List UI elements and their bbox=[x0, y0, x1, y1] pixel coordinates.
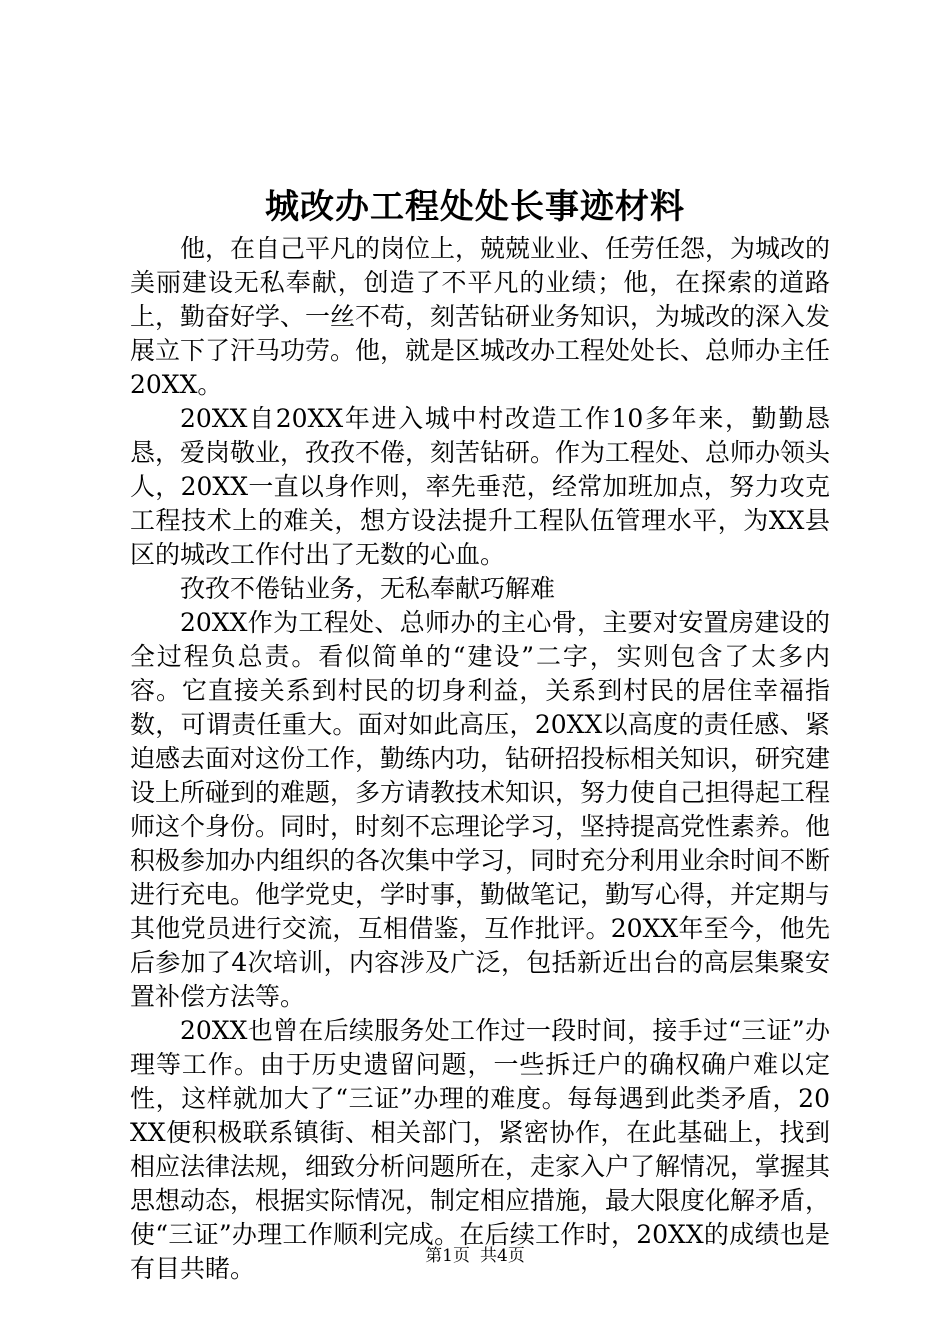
paragraph-1: 他，在自己平凡的岗位上，兢兢业业、任劳任怨，为城改的美丽建设无私奉献，创造了不平凡的业绩；他，在探索的道路上，勤奋好学、一丝不苟，刻苦钻研业务知识，为城改的深入发展立下了汗马功劳。他，就是区城改办工程处处长、总师办主任20XX。 bbox=[130, 234, 831, 399]
page-total: 共4页 bbox=[480, 1246, 525, 1266]
document-title: 城改办工程处处长事迹材料 bbox=[265, 187, 685, 227]
paragraph-3: 20XX作为工程处、总师办的主心骨，主要对安置房建设的全过程负总责。看似简单的“建设”二字，实则包含了太多内容。它直接关系到村民的切身利益，关系到村民的居住幸福指数，可谓责任重大。面对如此高压，20XX以高度的责任感、紧迫感去面对这份工作，勤练内功，钻研招投标相关知识，研究建设上所碰到的难题，多方请教技术知识，努力使自己担得起工程师这个身份。同时，时刻不忘理论学习，坚持提高党性素养。他积极参加办内组织的各次集中学习，同时充分利用业余时间不断进行充电。他学党史，学时事，勤做笔记，勤写心得，并定期与其他党员进行交流，互相借鉴，互作批评。20XX年至今，他先后参加了4次培训，内容涉及广泛，包括新近出台的高层集聚安置补偿方法等。 bbox=[130, 608, 831, 1011]
document-body bbox=[130, 232, 830, 1286]
paragraph-2: 20XX自20XX年进入城中村改造工作10多年来，勤勤恳恳，爱岗敬业，孜孜不倦，刻苦钻研。作为工程处、总师办领头人，20XX一直以身作则，率先垂范，经常加班加点，努力攻克工程技术上的难关，想方设法提升工程队伍管理水平，为XX县区的城改工作付出了无数的心血。 bbox=[130, 404, 831, 569]
page-footer bbox=[0, 1244, 950, 1268]
page-number: 第1页 bbox=[425, 1246, 470, 1266]
section-heading: 孜孜不倦钻业务，无私奉献巧解难 bbox=[180, 574, 556, 603]
paragraph-4: 20XX也曾在后续服务处工作过一段时间，接手过“三证”办理等工作。由于历史遗留问题，一些拆迁户的确权确户难以定性，这样就加大了“三证”办理的难度。每每遇到此类矛盾，20XX便积极联系镇街、相关部门，紧密协作，在此基础上，找到相应法律法规，细致分析问题所在，走家入户了解情况，掌握其思想动态，根据实际情况，制定相应措施，最大限度化解矛盾，使“三证”办理工作顺利完成。在后续工作时，20XX的成绩也是有目共睹。 bbox=[130, 1016, 831, 1283]
